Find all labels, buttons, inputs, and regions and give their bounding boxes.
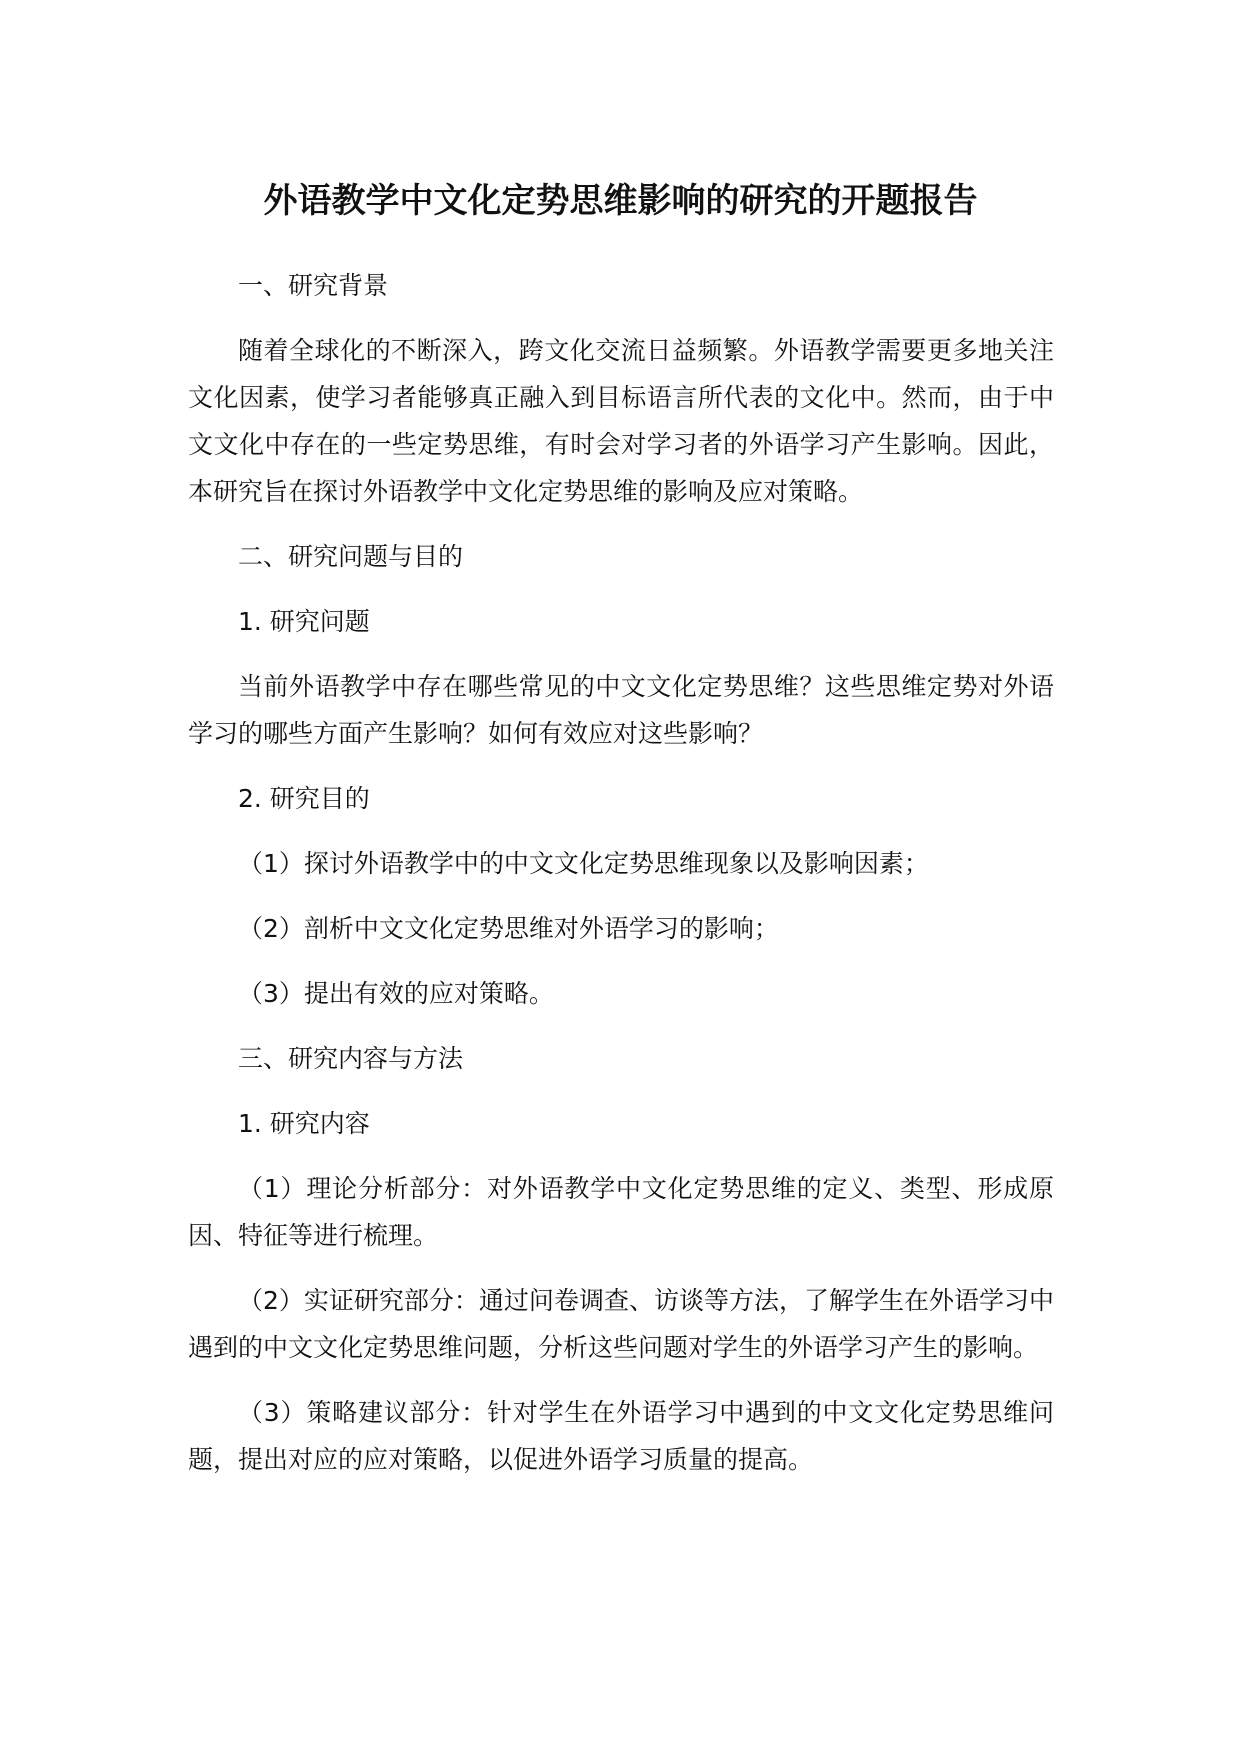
document-body bbox=[188, 262, 1054, 1501]
section-heading-questions-goals: 二、研究问题与目的 bbox=[238, 542, 464, 571]
list-item-goal-1: （1）探讨外语教学中的中文文化定势思维现象以及影响因素； bbox=[238, 849, 929, 878]
list-item-goal-2: （2）剖析中文文化定势思维对外语学习的影响； bbox=[238, 914, 779, 943]
document-title: 外语教学中文化定势思维影响的研究的开题报告 bbox=[263, 181, 978, 221]
list-item-goal-3: （3）提出有效的应对策略。 bbox=[238, 979, 554, 1008]
list-item-content-2: （2）实证研究部分：通过问卷调查、访谈等方法，了解学生在外语学习中遇到的中文文化定势思维问题，分析这些问题对学生的外语学习产生的影响。 bbox=[188, 1286, 1054, 1362]
paragraph-research-questions: 当前外语教学中存在哪些常见的中文文化定势思维？这些思维定势对外语学习的哪些方面产生影响？如何有效应对这些影响？ bbox=[188, 672, 1054, 748]
subheading-research-content: 1. 研究内容 bbox=[238, 1109, 370, 1138]
section-heading-content-methods: 三、研究内容与方法 bbox=[238, 1044, 464, 1073]
list-item-content-3: （3）策略建议部分：针对学生在外语学习中遇到的中文文化定势思维问题，提出对应的应对策略，以促进外语学习质量的提高。 bbox=[188, 1398, 1054, 1474]
subheading-research-questions: 1. 研究问题 bbox=[238, 607, 370, 636]
list-item-content-1: （1）理论分析部分：对外语教学中文化定势思维的定义、类型、形成原因、特征等进行梳理。 bbox=[188, 1174, 1054, 1250]
subheading-research-goals: 2. 研究目的 bbox=[238, 784, 370, 813]
paragraph-background: 随着全球化的不断深入，跨文化交流日益频繁。外语教学需要更多地关注文化因素，使学习者能够真正融入到目标语言所代表的文化中。然而，由于中文文化中存在的一些定势思维，有时会对学习者的外语学习产生影响。因此，本研究旨在探讨外语教学中文化定势思维的影响及应对策略。 bbox=[188, 336, 1054, 506]
section-heading-background: 一、研究背景 bbox=[238, 271, 389, 300]
